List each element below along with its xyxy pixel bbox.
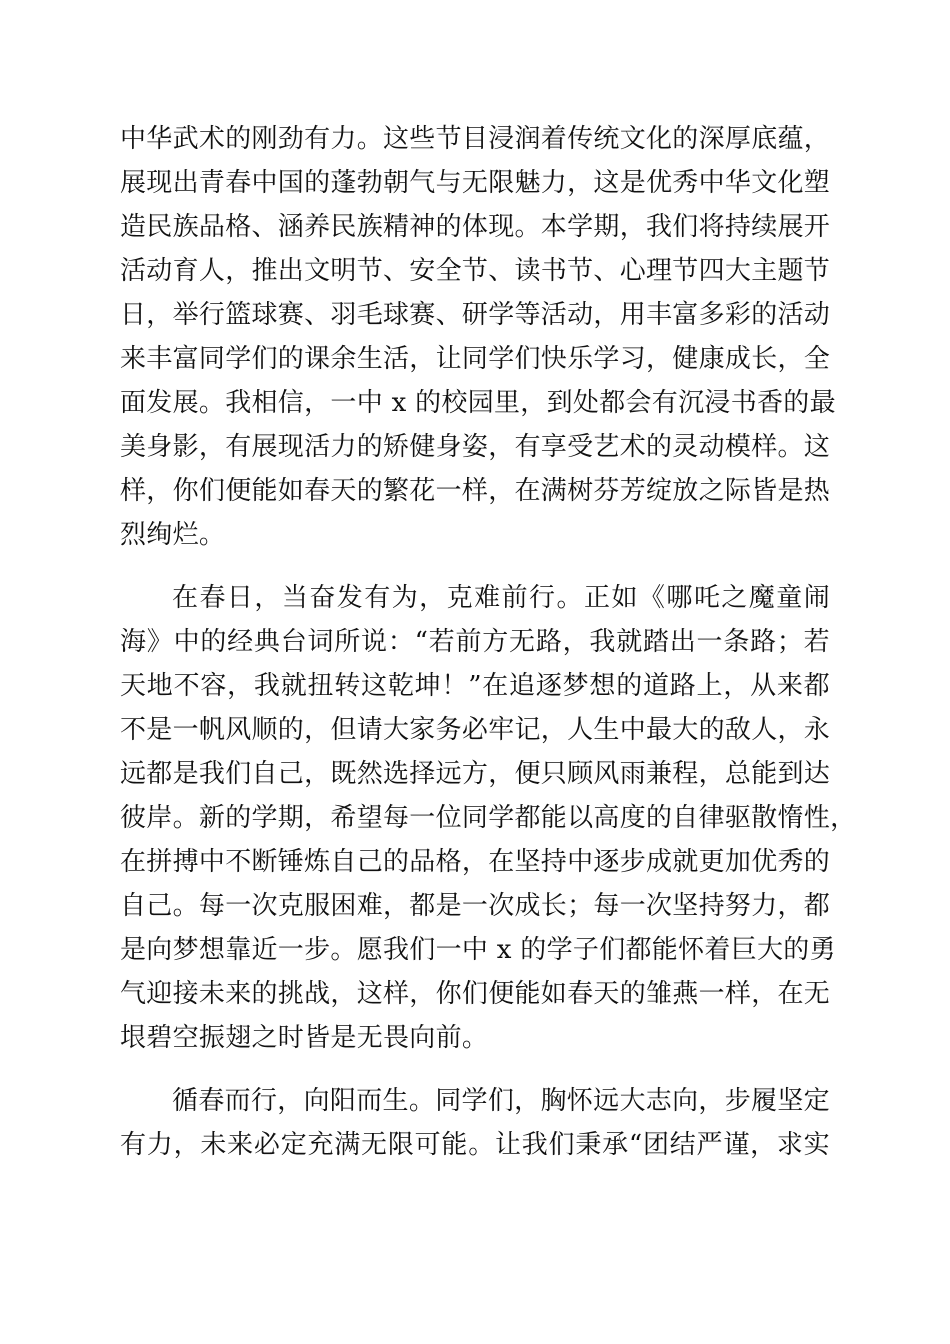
paragraph-1 (120, 117, 836, 557)
paragraph-line: 远都是我们自己，既然选择远方，便只顾风雨兼程，总能到达 (120, 759, 831, 789)
paragraph-line: 展现出青春中国的蓬勃朝气与无限魅力，这是优秀中华文化塑 (120, 168, 831, 198)
paragraph-line: 烈绚烂。 (120, 520, 226, 550)
paragraph-spacer (120, 1060, 830, 1079)
paragraph-line: 垠碧空振翅之时皆是无畏向前。 (120, 1023, 489, 1053)
paragraph-line: 样，你们便能如春天的繁花一样，在满树芬芳绽放之际皆是热 (120, 476, 831, 506)
paragraph-line: 气迎接未来的挑战，这样，你们便能如春天的雏燕一样，在无 (120, 979, 831, 1009)
body-text (120, 117, 857, 1167)
paragraph-line: 在拼搏中不断锤炼自己的品格，在坚持中逐步成就更加优秀的 (120, 847, 831, 877)
paragraph-line: 日，举行篮球赛、羽毛球赛、研学等活动，用丰富多彩的活动 (120, 300, 831, 330)
paragraph-3 (120, 1079, 830, 1167)
paragraph-line: 来丰富同学们的课余生活，让同学们快乐学习，健康成长，全 (120, 344, 831, 374)
paragraph-line: 不是一帆风顺的，但请大家务必牢记，人生中最大的敌人，永 (120, 715, 831, 745)
paragraph-line: 自己。每一次克服困难，都是一次成长；每一次坚持努力，都 (120, 891, 831, 921)
paragraph-line: 活动育人，推出文明节、安全节、读书节、心理节四大主题节 (120, 256, 831, 286)
paragraph-line: 彼岸。新的学期，希望每一位同学都能以高度的自律驱散惰性， (120, 803, 857, 833)
paragraph-line: 美身影，有展现活力的矫健身姿，有享受艺术的灵动模样。这 (120, 432, 831, 462)
paragraph-2 (120, 576, 857, 1060)
paragraph-line: 在春日，当奋发有为，克难前行。正如《哪吒之魔童闹 (172, 583, 830, 613)
paragraph-line: 造民族品格、涵养民族精神的体现。本学期，我们将持续展开 (120, 212, 831, 242)
paragraph-line: 有力，未来必定充满无限可能。让我们秉承“团结严谨，求实 (120, 1130, 830, 1160)
paragraph-line: 海》中的经典台词所说：“若前方无路，我就踏出一条路；若 (120, 627, 830, 657)
paragraph-line: 循春而行，向阳而生。同学们，胸怀远大志向，步履坚定 (172, 1086, 830, 1116)
paragraph-line: 是向梦想靠近一步。愿我们一中 x 的学子们都能怀着巨大的勇 (120, 935, 836, 965)
paragraph-line: 中华武术的刚劲有力。这些节目浸润着传统文化的深厚底蕴， (120, 124, 831, 154)
paragraph-line: 面发展。我相信，一中 x 的校园里，到处都会有沉浸书香的最 (120, 388, 836, 418)
paragraph-spacer (120, 557, 830, 576)
paragraph-line: 天地不容，我就扭转这乾坤！”在追逐梦想的道路上，从来都 (120, 671, 830, 701)
